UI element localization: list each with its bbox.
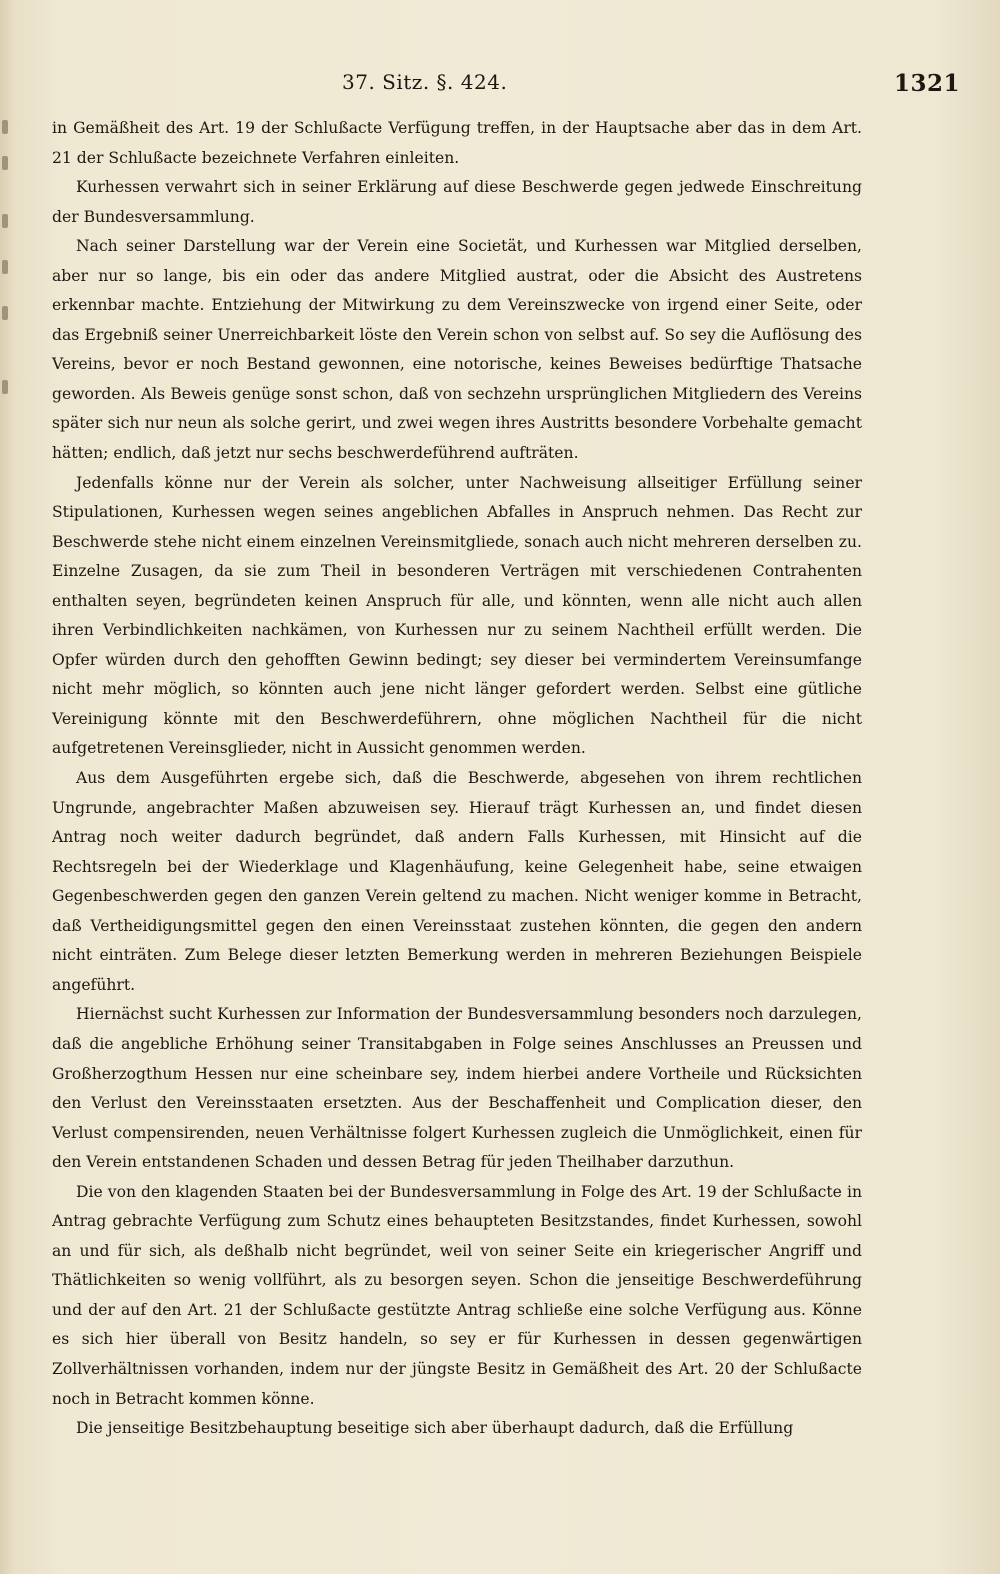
paragraph: in Gemäßheit des Art. 19 der Schlußacte Verfügung treffen, in der Hauptsache aber das in dem Art. 21 der Schlußacte bezeichnete Verfahren einleiten. <box>52 119 862 167</box>
page-header <box>52 70 960 106</box>
paragraph: Kurhessen verwahrt sich in seiner Erklärung auf diese Beschwerde gegen jedwede Einschreitung der Bundesversammlung. <box>52 178 862 226</box>
body-text <box>52 114 862 1444</box>
binding-edge <box>0 110 12 430</box>
paragraph: Die von den klagenden Staaten bei der Bundesversammlung in Folge des Art. 19 der Schlußacte in Antrag gebrachte Verfügung zum Schutz eines behaupteten Besitzstandes, findet Kurhessen, sowohl an und für sich, als deßhalb nicht begründet, weil von seiner Seite ein kriegerischer Angriff und Thätlichkeiten so wenig vollführt, als zu besorgen seyen. Schon die jenseitige Beschwerdeführung und der auf den Art. 21 der Schlußacte gestützte Antrag schließe eine solche Verfügung aus. Könne es sich hier überall von Besitz handeln, so sey er für Kurhessen in dessen gegenwärtigen Zollverhältnissen vorhanden, indem nur der jüngste Besitz in Gemäßheit des Art. 20 der Schlußacte noch in Betracht kommen könne. <box>52 1182 862 1408</box>
paragraph: Die jenseitige Besitzbehauptung beseitige sich aber überhaupt dadurch, daß die Erfüllung <box>76 1419 794 1438</box>
paragraph: Jedenfalls könne nur der Verein als solcher, unter Nachweisung allseitiger Erfüllung seiner Stipulationen, Kurhessen wegen seines angeblichen Abfalles in Anspruch nehmen. Das Recht zur Beschwerde stehe nicht einem einzelnen Vereinsmitgliede, sonach auch nicht mehreren derselben zu. Einzelne Zusagen, da sie zum Theil in besonderen Verträgen mit verschiedenen Contrahenten enthalten seyen, begründeten keinen Anspruch für alle, und könnten, wenn alle nicht auch allen ihren Verbindlichkeiten nachkämen, von Kurhessen nur zu seinem Nachtheil erfüllt werden. Die Opfer würden durch den gehofften Gewinn bedingt; sey dieser bei vermindertem Vereinsumfange nicht mehr möglich, so könnten auch jene nicht länger gefordert werden. Selbst eine gütliche Vereinigung könnte mit den Beschwerdeführern, ohne möglichen Nachtheil für die nicht aufgetretenen Vereinsglieder, nicht in Aussicht genommen werden. <box>52 473 862 758</box>
running-head: 37. Sitz. §. 424. <box>342 70 508 94</box>
page-number: 1321 <box>893 70 960 97</box>
paragraph: Hiernächst sucht Kurhessen zur Information der Bundesversammlung besonders noch darzulegen, daß die angebliche Erhöhung seiner Transitabgaben in Folge seines Anschlusses an Preussen und Großherzogthum Hessen nur eine scheinbare sey, indem hierbei andere Vortheile und Rücksichten den Verlust den Vereinsstaaten ersetzten. Aus der Beschaffenheit und Complication dieser, den Verlust compensirenden, neuen Verhältnisse folgert Kurhessen zugleich die Unmöglichkeit, einen für den Verein entstandenen Schaden und dessen Betrag für jeden Theilhaber darzuthun. <box>52 1005 862 1172</box>
paragraph: Aus dem Ausgeführten ergebe sich, daß die Beschwerde, abgesehen von ihrem rechtlichen Ungrunde, angebrachter Maßen abzuweisen sey. Hierauf trägt Kurhessen an, und findet diesen Antrag noch weiter dadurch begründet, daß andern Falls Kurhessen, mit Hinsicht auf die Rechtsregeln bei der Wiederklage und Klagenhäufung, keine Gelegenheit habe, seine etwaigen Gegenbeschwerden gegen den ganzen Verein geltend zu machen. Nicht weniger komme in Betracht, daß Vertheidigungsmittel gegen den einen Vereinsstaat zustehen könnten, die gegen den andern nicht einträten. Zum Belege dieser letzten Bemerkung werden in mehreren Beziehungen Beispiele angeführt. <box>52 769 862 994</box>
paragraph: Nach seiner Darstellung war der Verein eine Societät, und Kurhessen war Mitglied derselben, aber nur so lange, bis ein oder das andere Mitglied austrat, oder die Absicht des Austretens erkennbar machte. Entziehung der Mitwirkung zu dem Vereinszwecke von irgend einer Seite, oder das Ergebniß seiner Unerreichbarkeit löste den Verein schon von selbst auf. So sey die Auflösung des Vereins, bevor er noch Bestand gewonnen, eine notorische, keines Beweises bedürftige Thatsache geworden. Als Beweis genüge sonst schon, daß von sechzehn ursprünglichen Mitgliedern des Vereins später sich nur neun als solche gerirt, und zwei wegen ihres Austritts besondere Vorbehalte gemacht hätten; endlich, daß jetzt nur sechs beschwerdeführend aufträten. <box>52 237 862 463</box>
